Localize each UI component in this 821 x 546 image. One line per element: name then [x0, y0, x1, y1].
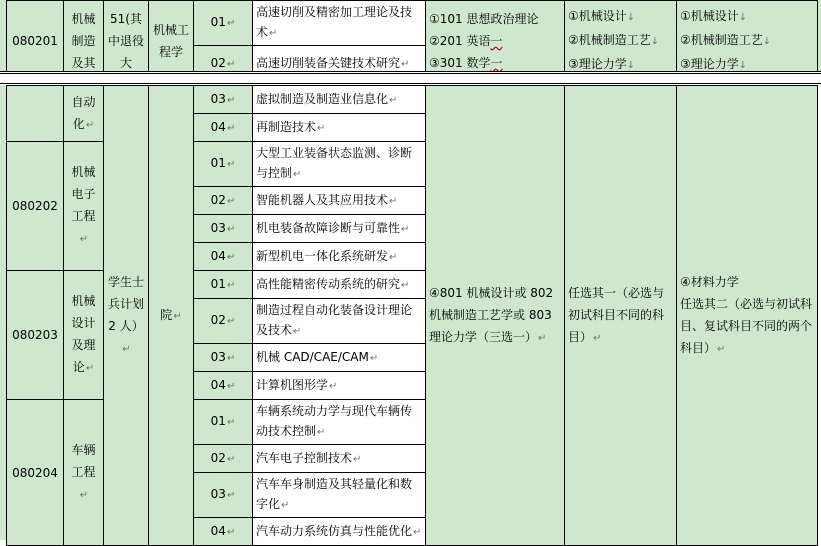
enroll-count-cell: 51(其中退役大: [104, 1, 149, 82]
direction-num: 02↵: [194, 187, 253, 215]
direction-name: 大型工业装备状态监测、诊断与控制↵: [253, 142, 426, 187]
direction-num: 01↵: [194, 271, 253, 299]
direction-num: 02↵: [194, 46, 253, 82]
direction-num: 03↵: [194, 215, 253, 243]
major-code-080204: 080204: [7, 400, 64, 546]
dept-cell-top: 机械工程学: [149, 1, 194, 82]
direction-name: 机械 CAD/CAE/CAM↵: [253, 344, 426, 372]
direction-name: 机电装备故障诊断与可靠性↵: [253, 215, 426, 243]
major-name-080201: 机械制造及其: [64, 1, 104, 82]
direction-name: 汽车车身制造及其轻量化和数字化↵: [253, 473, 426, 518]
direction-name: 汽车动力系统仿真与性能优化↵: [253, 518, 426, 546]
major-code-080203: 080203: [7, 271, 64, 400]
direction-num: 04↵: [194, 518, 253, 546]
direction-name: 车辆系统动力学与现代车辆传动技术控制↵: [253, 400, 426, 445]
retest-subjects-main: 任选其一（必选与初试科目不同的科目）↵: [565, 86, 677, 546]
direction-num: 03↵: [194, 344, 253, 372]
major-name-080203: 机械设计及理论↵: [64, 271, 104, 400]
top-table: [6, 0, 818, 82]
major-name-cell: 自动化↵: [64, 86, 104, 142]
main-table: [6, 85, 818, 546]
transfer-subjects-top: ①机械设计↓ ②机械制造工艺↓ ③理论力学↓: [677, 1, 818, 82]
direction-num: 01↵: [194, 142, 253, 187]
dept-cell-main: 院↵: [149, 86, 194, 546]
direction-num: 04↵: [194, 114, 253, 142]
direction-name: 新型机电一体化系统研发↵: [253, 243, 426, 271]
retest-subjects-top: ①机械设计↓ ②机械制造工艺↓ ③理论力学↓: [565, 1, 677, 82]
direction-num: 04↵: [194, 243, 253, 271]
direction-num: 01↵: [194, 400, 253, 445]
major-name-080202: 机械电子工程↵: [64, 142, 104, 271]
major-name-080204: 车辆工程↵: [64, 400, 104, 546]
direction-name: 高速切削及精密加工理论及技术↵: [253, 1, 426, 46]
major-code-080202: 080202: [7, 142, 64, 271]
direction-name: 高速切削装备关键技术研究↵: [253, 46, 426, 82]
direction-num: 01↵: [194, 1, 253, 46]
direction-num: 04↵: [194, 372, 253, 400]
direction-num: 02↵: [194, 445, 253, 473]
exam-subjects-top: ①101 思想政治理论 ②201 英语一 ③301 数学一: [426, 1, 565, 82]
direction-name: 虚拟制造及制造业信息化↵: [253, 86, 426, 114]
direction-name: 再制造技术↵: [253, 114, 426, 142]
direction-name: 高性能精密传动系统的研究↵: [253, 271, 426, 299]
enroll-note-cell: 学生士兵计划 2 人）↵: [104, 86, 149, 546]
direction-name: 计算机图形学↵: [253, 372, 426, 400]
exam-subjects-main: ④801 机械设计或 802 机械制造工艺学或 803 理论力学（三选一）↵: [426, 86, 565, 546]
direction-name: 制造过程自动化装备设计理论及技术↵: [253, 299, 426, 344]
major-code-cell: [7, 86, 64, 142]
major-code-080201: 080201: [7, 1, 64, 82]
direction-name: 汽车电子控制技术↵: [253, 445, 426, 473]
direction-num: 03↵: [194, 473, 253, 518]
direction-num: 03↵: [194, 86, 253, 114]
transfer-subjects-main: ④材料力学 任选其二（必选与初试科目、复试科目不同的两个科目）↵: [677, 86, 818, 546]
direction-name: 智能机器人及其应用技术↵: [253, 187, 426, 215]
direction-num: 02↵: [194, 299, 253, 344]
